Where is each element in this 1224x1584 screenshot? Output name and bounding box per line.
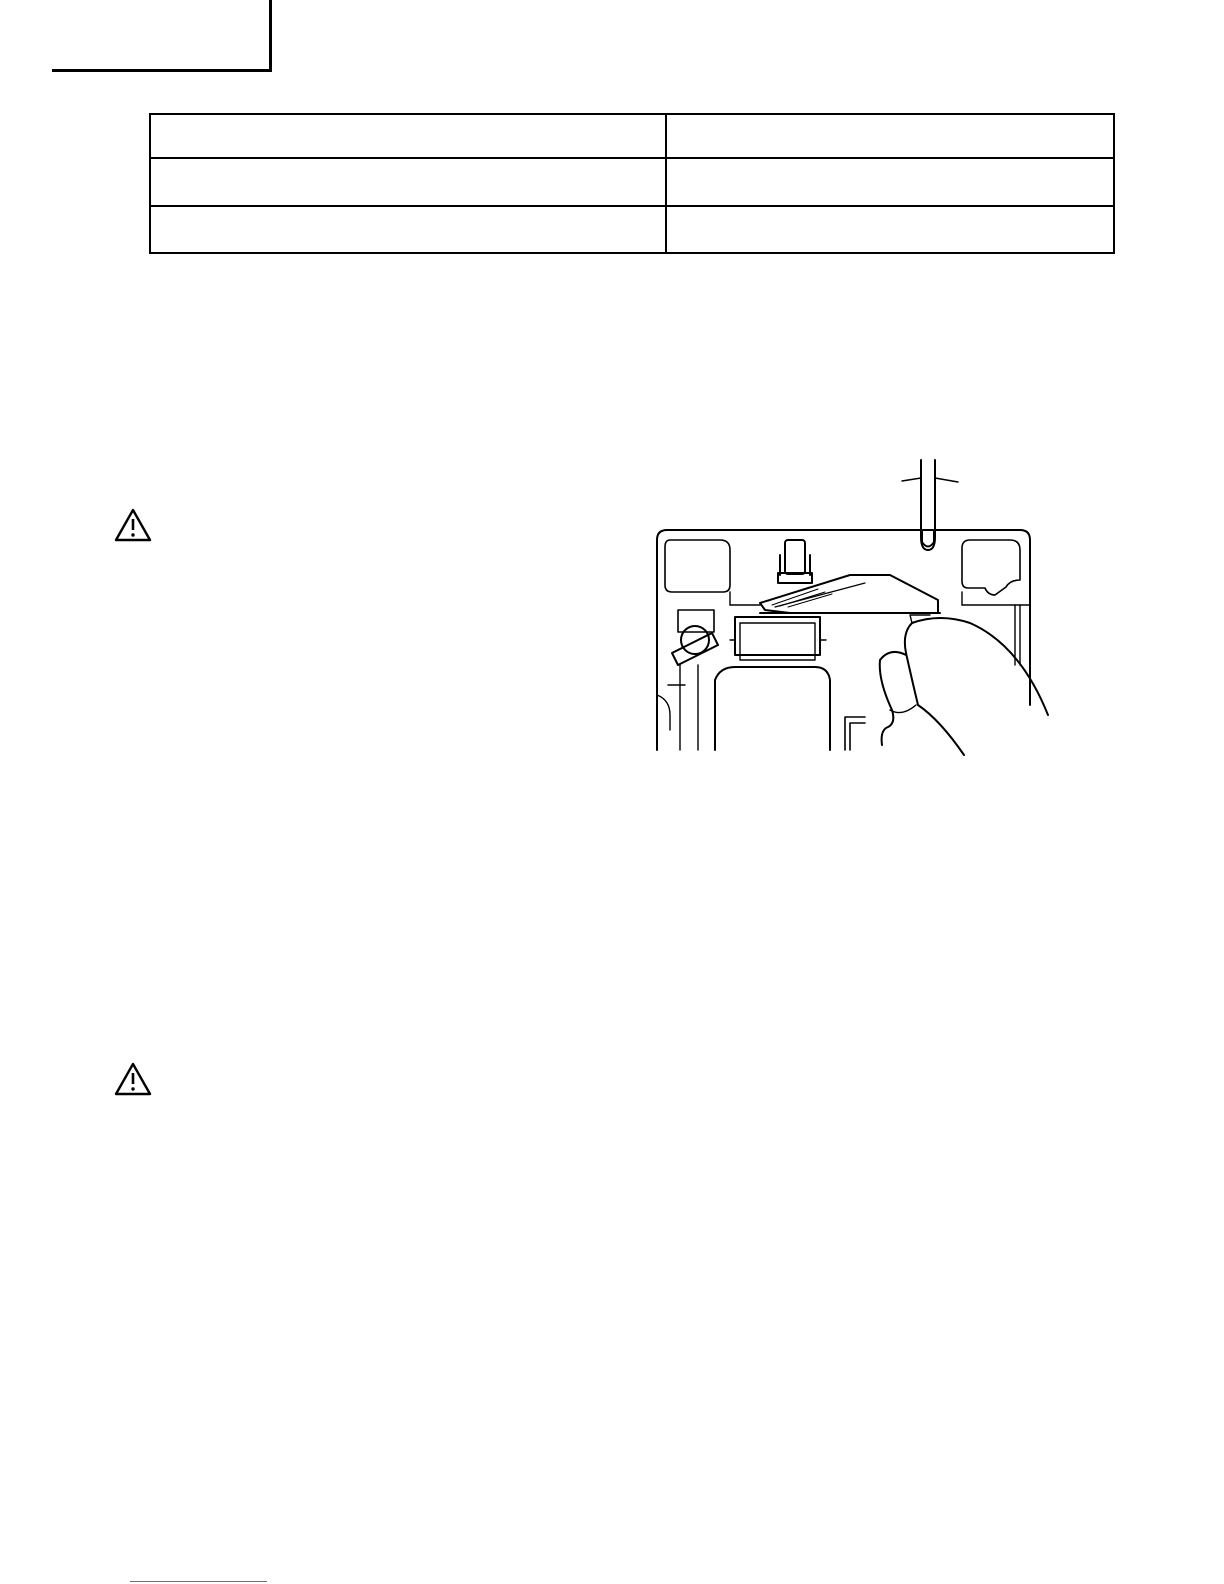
table-row [150, 206, 1114, 253]
l-bracket [845, 717, 865, 750]
hand-illustration [880, 615, 1048, 755]
set-screw [657, 610, 718, 750]
table-row [150, 158, 1114, 206]
plunger-block [715, 617, 830, 750]
table-cell [666, 158, 1114, 206]
table-cell [666, 206, 1114, 253]
table-cell [150, 206, 666, 253]
blade-installation-figure [640, 455, 1060, 760]
tool-housing [657, 530, 1030, 750]
warning-triangle-icon [114, 508, 152, 542]
table-cell [666, 114, 1114, 158]
clamp-knob [778, 540, 812, 583]
warning-triangle-icon [114, 1062, 152, 1096]
footer-link[interactable] [130, 1581, 267, 1582]
table-cell [150, 158, 666, 206]
table-row [150, 114, 1114, 158]
spec-table [149, 113, 1115, 254]
saw-blade [902, 460, 958, 550]
page-corner-tab [52, 0, 272, 72]
blade-holder-lever [760, 575, 940, 613]
table-cell [150, 114, 666, 158]
